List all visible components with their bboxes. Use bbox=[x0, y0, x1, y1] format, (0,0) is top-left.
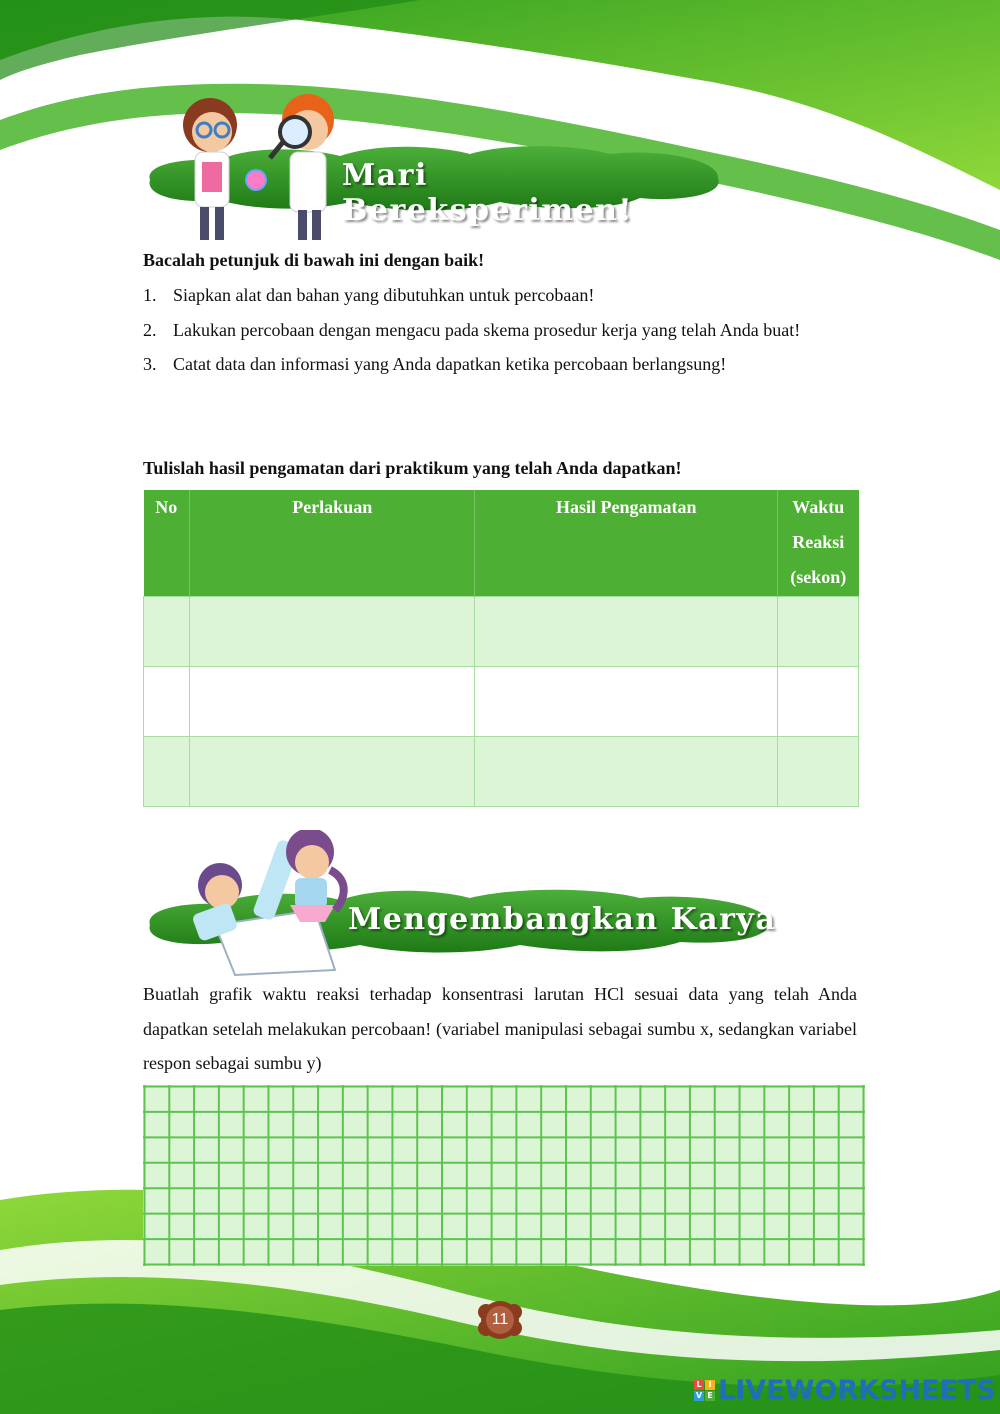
observation-table bbox=[143, 490, 859, 807]
table-row bbox=[144, 667, 859, 737]
table-cell[interactable] bbox=[778, 597, 859, 667]
table-row bbox=[144, 737, 859, 807]
column-header-waktu-reaksi: Waktu Reaksi (sekon) bbox=[778, 490, 859, 597]
table-cell[interactable] bbox=[189, 737, 475, 807]
table-row bbox=[144, 597, 859, 667]
develop-banner bbox=[140, 830, 780, 980]
page-number: 11 bbox=[491, 1311, 509, 1328]
instruction-steps bbox=[143, 278, 857, 382]
column-header-hasil-pengamatan: Hasil Pengamatan bbox=[475, 490, 778, 597]
list-item: 2. Lakukan percobaan dengan mengacu pada skema prosedur kerja yang telah Anda buat! bbox=[143, 319, 801, 340]
watermark-text: LIVEWORKSHEETS bbox=[718, 1374, 996, 1406]
table-cell[interactable] bbox=[144, 667, 190, 737]
table-cell[interactable] bbox=[475, 737, 778, 807]
table-cell[interactable] bbox=[778, 737, 859, 807]
experiment-banner bbox=[140, 90, 730, 250]
table-cell[interactable] bbox=[475, 597, 778, 667]
observation-heading: Tulislah hasil pengamatan dari praktikum yang telah Anda dapatkan! bbox=[143, 458, 682, 478]
develop-banner-title: Mengembangkan Karya bbox=[348, 902, 777, 937]
table-cell[interactable] bbox=[189, 597, 475, 667]
table-cell[interactable] bbox=[778, 667, 859, 737]
table-cell[interactable] bbox=[475, 667, 778, 737]
graph-instruction: Buatlah grafik waktu reaksi terhadap konsentrasi larutan HCl sesuai data yang telah Anda dapatkan setelah melakukan percobaan! (variabel manipulasi sebagai sumbu x, sedangkan variabel respon sebagai sumbu y) bbox=[143, 984, 857, 1073]
graph-grid-area[interactable] bbox=[143, 1085, 865, 1266]
kids-writing-icon bbox=[191, 830, 343, 975]
column-header-perlakuan: Perlakuan bbox=[189, 490, 475, 597]
table-cell[interactable] bbox=[189, 667, 475, 737]
step-text: Catat data dan informasi yang Anda dapatkan ketika percobaan berlangsung! bbox=[173, 354, 727, 374]
experiment-banner-title: Mari Bereksperimen! bbox=[342, 158, 634, 228]
column-header-no: No bbox=[144, 490, 190, 597]
liveworksheets-logo bbox=[694, 1372, 996, 1408]
table-header-row bbox=[144, 490, 859, 597]
step-text: Siapkan alat dan bahan yang dibutuhkan untuk percobaan! bbox=[173, 285, 595, 305]
list-item: 3. Catat data dan informasi yang Anda dapatkan ketika percobaan berlangsung! bbox=[143, 354, 727, 374]
step-text: Lakukan percobaan dengan mengacu pada skema prosedur kerja yang telah Anda buat! bbox=[173, 319, 801, 340]
page-number-badge bbox=[476, 1298, 524, 1342]
live-logo-icon: L I V E bbox=[694, 1380, 715, 1401]
table-cell[interactable] bbox=[144, 597, 190, 667]
table-cell[interactable] bbox=[144, 737, 190, 807]
list-item: 1. Siapkan alat dan bahan yang dibutuhkan untuk percobaan! bbox=[143, 285, 595, 305]
instructions-heading: Bacalah petunjuk di bawah ini dengan baik! bbox=[143, 250, 485, 270]
